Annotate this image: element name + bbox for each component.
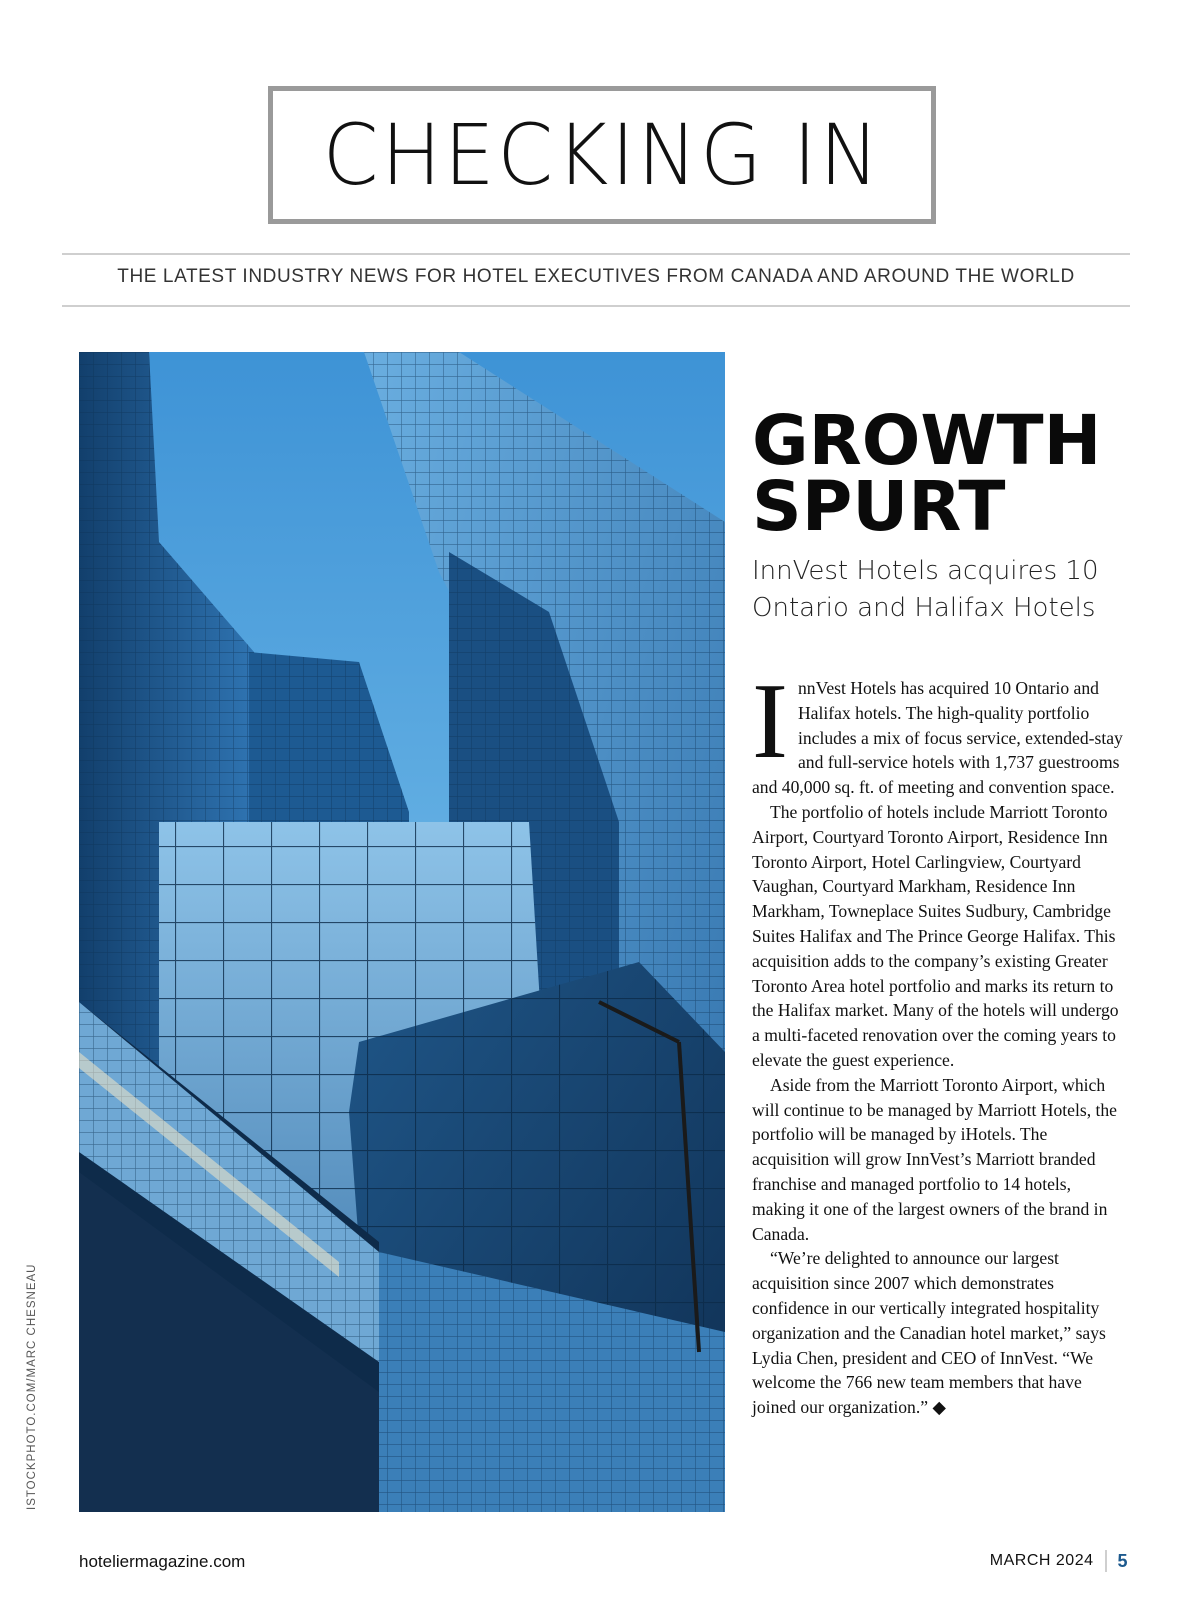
paragraph-2: The portfolio of hotels include Marriott Toronto Airport, Courtyard Toronto Airport, Residence Inn Toronto Airport, Hotel Carlingview, Courtyard Vaughan, Courtyard Markham, Residence Inn Markham, Towneplace Suites Sudbury, Cambridge Suites Halifax and The Prince George Halifax. This acquisition adds to the company’s existing Greater Toronto Area hotel portfolio and marks its return to the Halifax market. Many of the hotels will undergo a multi-faceted renovation over the coming years to elevate the guest experience. (752, 801, 1119, 1070)
footer-separator (1105, 1550, 1107, 1572)
page-number: 5 (1117, 1550, 1128, 1571)
paragraph-4: “We’re delighted to announce our largest acquisition since 2007 which demonstrates confidence in our vertically integrated hospitality organization and the Canadian hotel market,” says Lydia Chen, president and CEO of InnVest. “We welcome the 766 new team members that have joined our organization.” ◆ (752, 1248, 1106, 1418)
section-title-box (268, 86, 936, 224)
drop-cap: I (752, 662, 788, 781)
article-photo (79, 352, 725, 1512)
photo-credit: ISTOCKPHOTO.COM/MARC CHESNEAU (26, 1263, 38, 1510)
footer-folio (990, 1550, 1128, 1572)
headline-line-1: GROWTH (752, 401, 1102, 481)
section-title: CHECKING IN (322, 106, 882, 204)
glass-towers-illustration (79, 352, 725, 1512)
article-deck (752, 553, 1172, 627)
footer-issue: MARCH 2024 (989, 1552, 1094, 1569)
paragraph-1 (752, 662, 1126, 800)
footer-website[interactable]: hoteliermagazine.com (79, 1552, 246, 1571)
top-divider (62, 253, 1130, 255)
paragraph-1-text: nnVest Hotels has acquired 10 Ontario and Halifax hotels. The high-quality portfolio includes a mix of focus service, extended-stay and full-service hotels with 1,737 guestrooms and 40,000 sq. ft. of meeting and convention space. (752, 678, 1123, 798)
bottom-divider (62, 305, 1130, 307)
article-headline (752, 401, 1172, 547)
paragraph-3: Aside from the Marriott Toronto Airport, which will continue to be managed by Marriott Hotels, the portfolio will be managed by iHotels. The acquisition will grow InnVest’s Marriott branded franchise and managed portfolio to 14 hotels, making it one of the largest owners of the brand in Canada. (752, 1074, 1117, 1244)
deck-line-1: InnVest Hotels acquires 10 (752, 556, 1099, 586)
section-tagline: THE LATEST INDUSTRY NEWS FOR HOTEL EXECUTIVES FROM CANADA AND AROUND THE WORLD (117, 266, 1075, 287)
deck-line-2: Ontario and Halifax Hotels (752, 593, 1096, 623)
headline-line-2: SPURT (752, 467, 1006, 547)
article-body (752, 662, 1126, 1420)
